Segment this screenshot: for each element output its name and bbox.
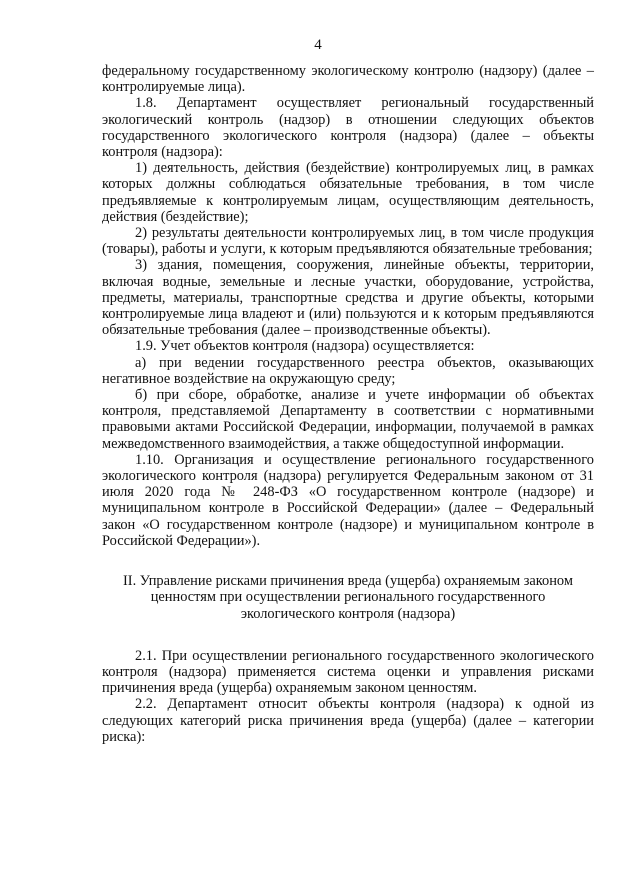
page-number: 4 bbox=[314, 37, 322, 53]
section-heading: II. Управление рисками причинения вреда (ущерба) охраняемым законом ценностям при осуществлении регионального государственного экологического контроля (надзора) bbox=[123, 573, 573, 622]
list-item-a: а) при ведении государственного реестра объектов, оказывающих негативное воздействие на окружающую среду; bbox=[102, 354, 594, 387]
list-item-1: 1) деятельность, действия (бездействие) контролируемых лиц, в рамках которых должны соблюдаться обязательные требования, в том числе предъявляемые к контролируемым лицам, осуществляющим деятельность, действия (бездействие); bbox=[102, 160, 594, 225]
paragraph: федеральному государственному экологическому контролю (надзору) (далее – контролируемые лица). bbox=[102, 63, 594, 96]
paragraph-1-10: 1.10. Организация и осуществление регионального государственного экологического контроля (надзора) регулируется Федеральным законом от 31 июля 2020 года № 248-ФЗ «О государственном контроле (надзоре) и муниципальном контроле в Российской Федерации» (далее – Федеральный закон «О государственном контроле (надзоре) и муниципальном контроле в Российской Федерации»). bbox=[102, 451, 594, 549]
list-item-2: 2) результаты деятельности контролируемых лиц, в том числе продукция (товары), работы и услуги, к которым предъявляются обязательные требования; bbox=[102, 225, 594, 258]
paragraph-2-1: 2.1. При осуществлении регионального государственного экологического контроля (надзора) применяется система оценки и управления рисками причинения вреда (ущерба) охраняемым законом ценностям. bbox=[102, 647, 594, 697]
list-item-b: б) при сборе, обработке, анализе и учете информации об объектах контроля, представляемой Департаменту в соответствии с нормативными правовыми актами Российской Федерации, информации, получаемой в рамках межведомственного взаимодействия, а также общедоступной информации. bbox=[102, 387, 594, 452]
paragraph-2-2: 2.2. Департамент относит объекты контроля (надзора) к одной из следующих категорий риска причинения вреда (ущерба) (далее – категории риска): bbox=[102, 696, 594, 745]
paragraph-1-9: 1.9. Учет объектов контроля (надзора) осуществляется: bbox=[135, 338, 475, 355]
list-item-3: 3) здания, помещения, сооружения, линейные объекты, территории, включая водные, земельные и лесные участки, оборудование, устройства, предметы, материалы, транспортные средства и другие объекты, которыми контролируемые лица владеют и (или) пользуются и к которым предъявляются обязательные требования (далее – производственные объекты). bbox=[102, 257, 594, 339]
paragraph-1-8: 1.8. Департамент осуществляет региональный государственный экологический контроль (надзор) в отношении следующих объектов государственного экологического контроля (надзора) (далее – объекты контроля (надзора): bbox=[102, 95, 594, 161]
document-body bbox=[102, 63, 594, 745]
